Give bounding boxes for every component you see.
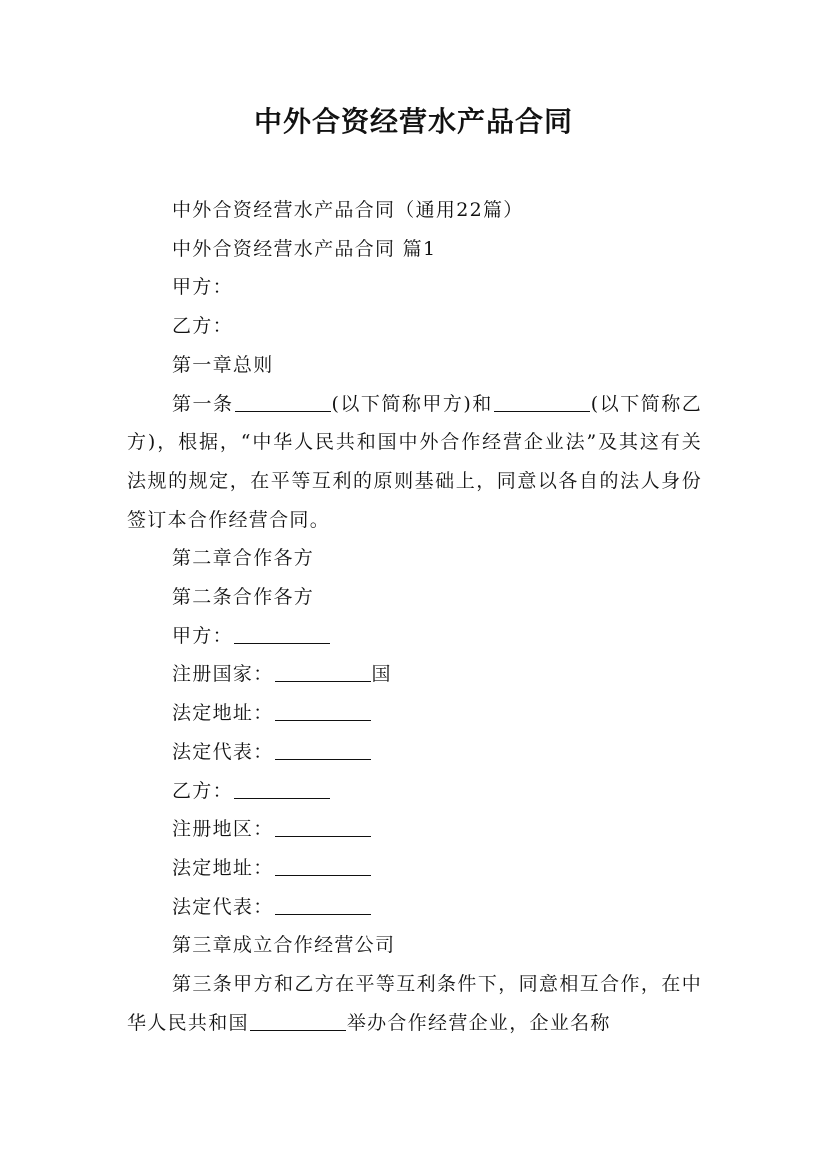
blank-line: [235, 410, 331, 412]
form-line: [127, 733, 702, 772]
document-body: [127, 191, 702, 1042]
form-line: [127, 694, 702, 733]
form-line: [127, 888, 702, 927]
article-text: 第一条: [172, 392, 234, 415]
field-label: 注册国家：: [172, 663, 274, 686]
blank-line: [234, 797, 330, 799]
field-label: 注册地区：: [172, 818, 274, 841]
article-text: 第三条甲方和乙方在平等互利条件下，同意相互合作，在中华人民共和国: [127, 973, 702, 1034]
blank-line: [250, 1029, 346, 1031]
article-paragraph: [127, 385, 702, 540]
blank-line: [275, 758, 371, 760]
blank-line: [275, 913, 371, 915]
field-label: 甲方：: [172, 624, 233, 647]
blank-line: [275, 835, 371, 837]
form-line: [127, 772, 702, 811]
blank-line: [234, 642, 330, 644]
document-subtitle: 中外合资经营水产品合同（通用22篇）: [172, 199, 524, 221]
chapter-heading: 第三章成立合作经营公司: [172, 934, 396, 957]
chapter-heading: 第二章合作各方: [172, 547, 315, 570]
article-heading: 第二条合作各方: [172, 586, 315, 609]
document-title: 中外合资经营水产品合同: [253, 105, 573, 138]
section-heading: 中外合资经营水产品合同 篇1: [172, 237, 437, 260]
article-text: (以下简称乙方)，根据，“中华人民共和国中外合作经营企业法”及其这有关法规的规定，在平等互利的原则基础上，同意以各自的法人身份签订本合作经营合同。: [127, 392, 702, 531]
blank-line: [275, 680, 371, 682]
party-a-label: 甲方：: [172, 276, 233, 299]
blank-line: [275, 719, 371, 721]
article-text: (以下简称甲方)和: [331, 392, 493, 415]
field-label: 法定地址：: [172, 856, 274, 879]
article-paragraph: [127, 965, 702, 1042]
form-line: [127, 655, 702, 694]
field-label: 法定代表：: [172, 740, 274, 763]
form-line: [127, 810, 702, 849]
party-b-label: 乙方：: [172, 315, 233, 338]
article-text: 举办合作经营企业，企业名称: [346, 1011, 611, 1034]
field-suffix: 国: [371, 663, 392, 686]
form-line: [127, 617, 702, 656]
form-line: [127, 849, 702, 888]
field-label: 法定代表：: [172, 895, 274, 918]
blank-line: [275, 874, 371, 876]
field-label: 乙方：: [172, 779, 233, 802]
blank-line: [494, 410, 590, 412]
chapter-heading: 第一章总则: [172, 353, 274, 376]
field-label: 法定地址：: [172, 702, 274, 725]
